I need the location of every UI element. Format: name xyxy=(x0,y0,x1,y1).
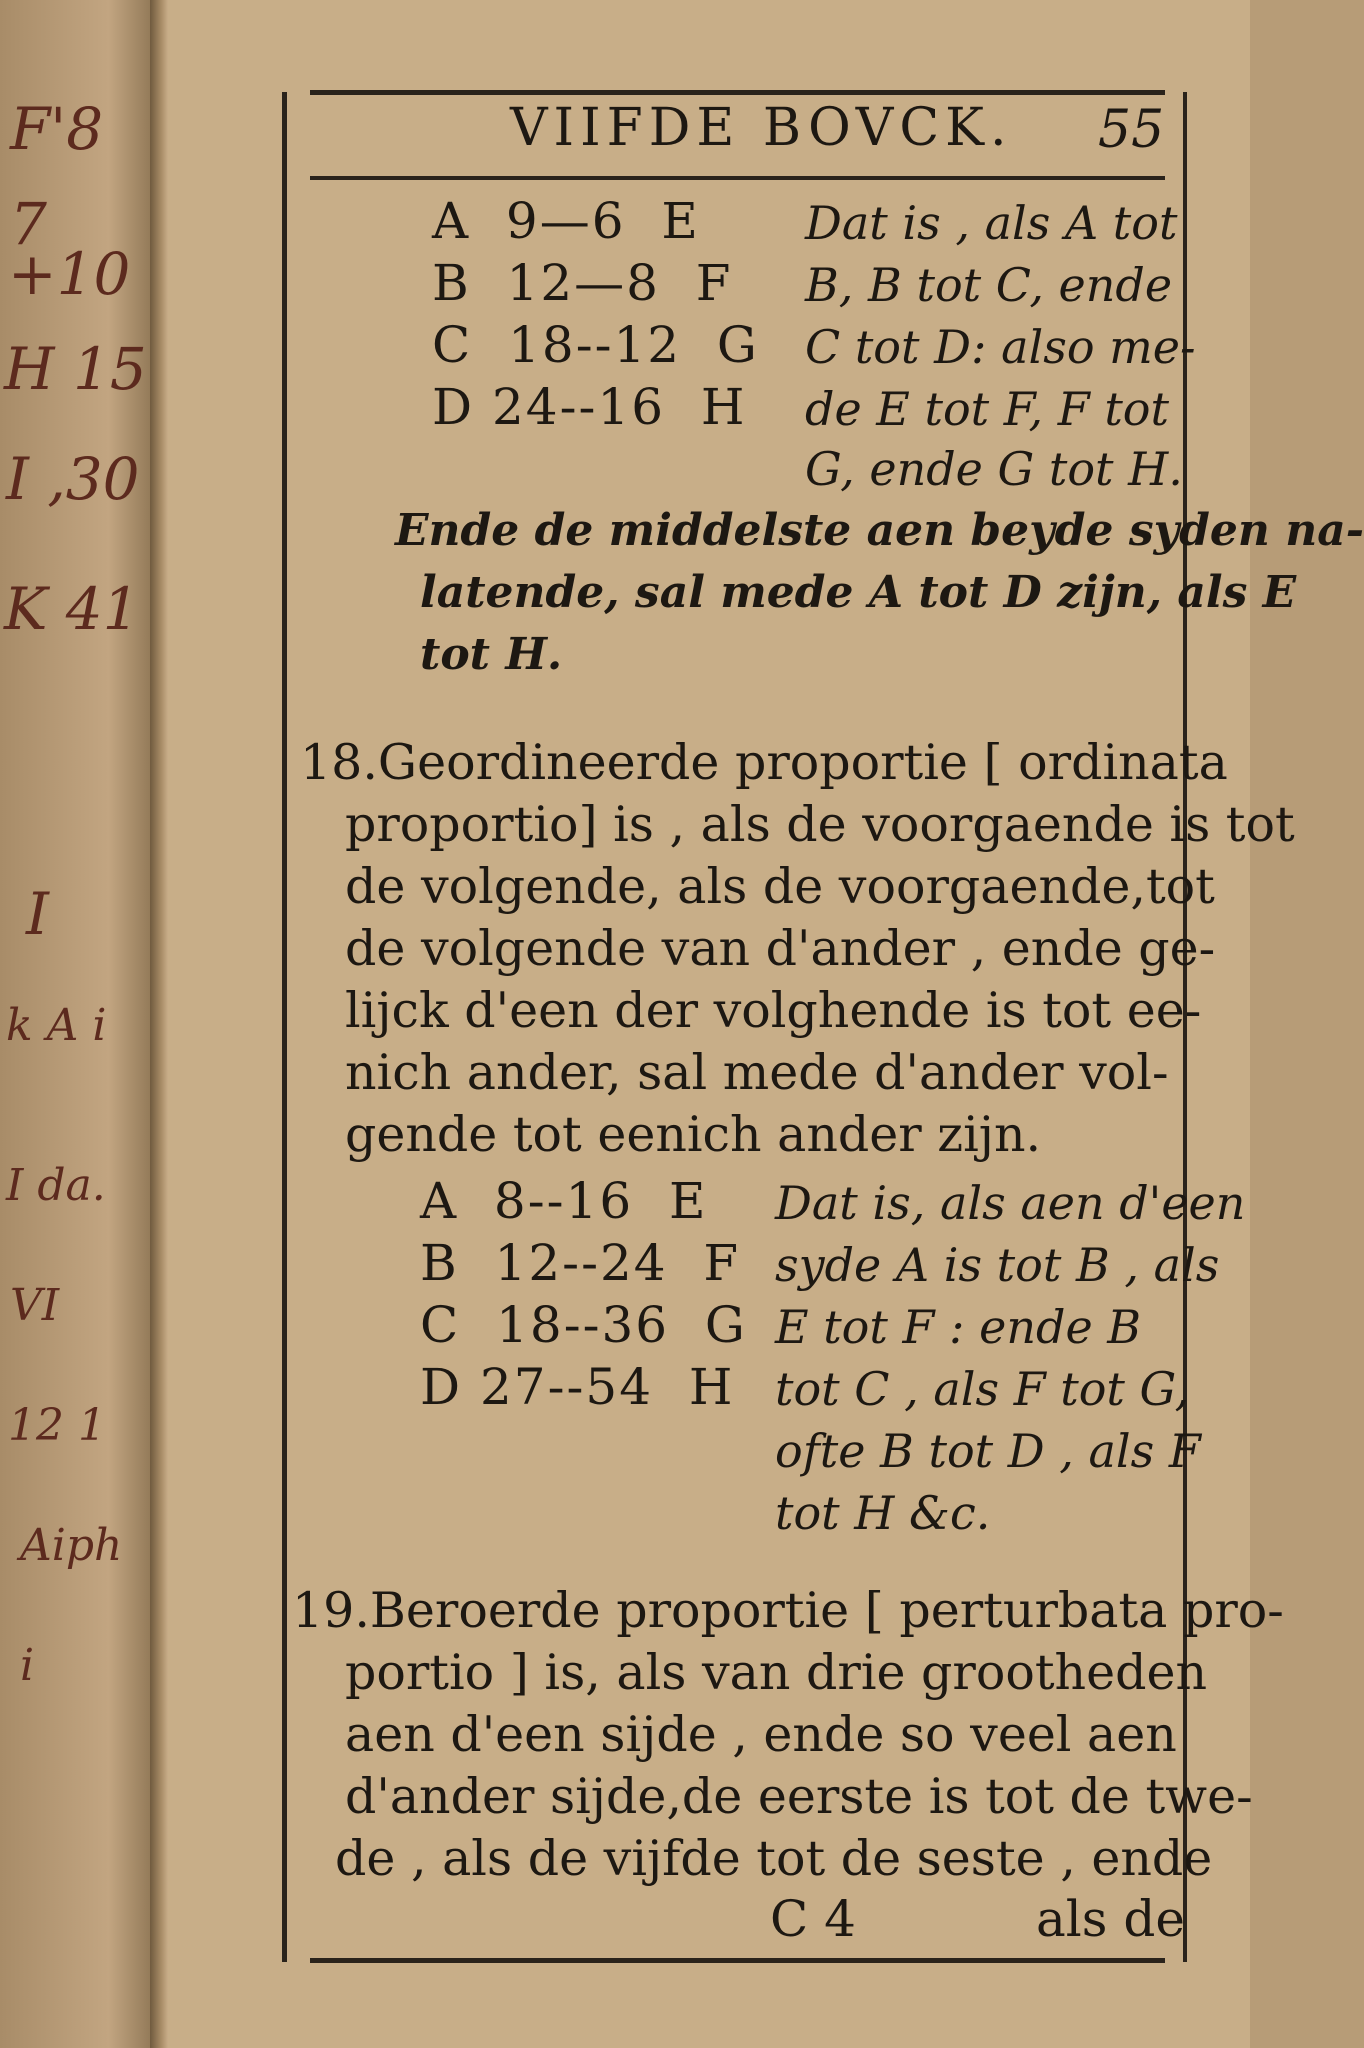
text-line: de volgende van d'ander , ende ge- xyxy=(345,920,1216,977)
margin-note: I da. xyxy=(6,1160,106,1211)
table-row: C 18--12 G xyxy=(432,316,759,374)
text-line: 19.Beroerde proportie [ perturbata pro- xyxy=(292,1582,1284,1639)
margin-note: I xyxy=(26,880,49,948)
table-row: C 18--36 G xyxy=(420,1296,747,1354)
bottom-rule xyxy=(310,1958,1165,1963)
text-line: proportio] is , als de voorgaende is tot xyxy=(345,796,1295,853)
book-gutter xyxy=(150,0,168,2048)
table-note: E tot F : ende B xyxy=(775,1300,1142,1354)
table-row: B 12—8 F xyxy=(432,254,733,312)
table-note-end: G, ende G tot H. xyxy=(805,442,1183,496)
table-row: A 9—6 E xyxy=(432,192,700,250)
text-line: nich ander, sal mede d'ander vol- xyxy=(345,1044,1169,1101)
table-row: A 8--16 E xyxy=(420,1172,708,1230)
text-line: d'ander sijde,de eerste is tot de twe- xyxy=(345,1768,1253,1825)
margin-note: 12 1 xyxy=(8,1400,106,1451)
table-note: Dat is , als A tot xyxy=(805,196,1178,250)
table-note-tail: tot H &c. xyxy=(775,1486,991,1540)
running-title: VIIFDE BOVCK. xyxy=(510,98,1013,158)
text-line: Ende de middelste aen beyde syden na- xyxy=(395,505,1364,556)
margin-note: k A i xyxy=(6,1000,107,1051)
table-row: D 27--54 H xyxy=(420,1358,735,1416)
margin-note: VI xyxy=(10,1280,60,1331)
text-line: 18.Geordineerde proportie [ ordinata xyxy=(300,734,1228,791)
table-row: B 12--24 F xyxy=(420,1234,741,1292)
margin-note: K 41 xyxy=(4,575,140,643)
margin-note: i xyxy=(20,1640,35,1691)
margin-note: +10 xyxy=(8,240,131,308)
text-line: de , als de vijfde tot de seste , ende xyxy=(335,1830,1213,1887)
text-line: de volgende, als de voorgaende,tot xyxy=(345,858,1215,915)
table-note: B, B tot C, ende xyxy=(805,258,1173,312)
margin-note: H 15 xyxy=(4,335,147,403)
signature-mark: C 4 xyxy=(770,1890,856,1948)
table-row: D 24--16 H xyxy=(432,378,747,436)
margin-note: Aiph xyxy=(20,1520,123,1571)
text-line: gende tot eenich ander zijn. xyxy=(345,1106,1042,1163)
text-line: portio ] is, als van drie grootheden xyxy=(345,1644,1208,1701)
table-note: tot C , als F tot G, xyxy=(775,1362,1190,1416)
table-note: de E tot F, F tot xyxy=(805,382,1169,436)
text-line: latende, sal mede A tot D zijn, als E xyxy=(420,567,1297,618)
top-rule xyxy=(310,90,1165,95)
table-note: syde A is tot B , als xyxy=(775,1238,1220,1292)
table-note: Dat is, als aen d'een xyxy=(775,1176,1246,1230)
catchword: als de xyxy=(1036,1890,1185,1948)
text-line: aen d'een sijde , ende so veel aen xyxy=(345,1706,1177,1763)
text-line: tot H. xyxy=(420,629,563,680)
text-line: lijck d'een der volghende is tot ee- xyxy=(345,982,1202,1039)
page-number: 55 xyxy=(1098,100,1165,160)
header-rule xyxy=(310,176,1165,180)
table-note: C tot D: also me- xyxy=(805,320,1196,374)
margin-note: I ,30 xyxy=(6,445,140,513)
margin-note: F'8 xyxy=(10,95,104,163)
table-note-tail: ofte B tot D , als F xyxy=(775,1424,1201,1478)
margin-note: 7 xyxy=(10,190,47,258)
